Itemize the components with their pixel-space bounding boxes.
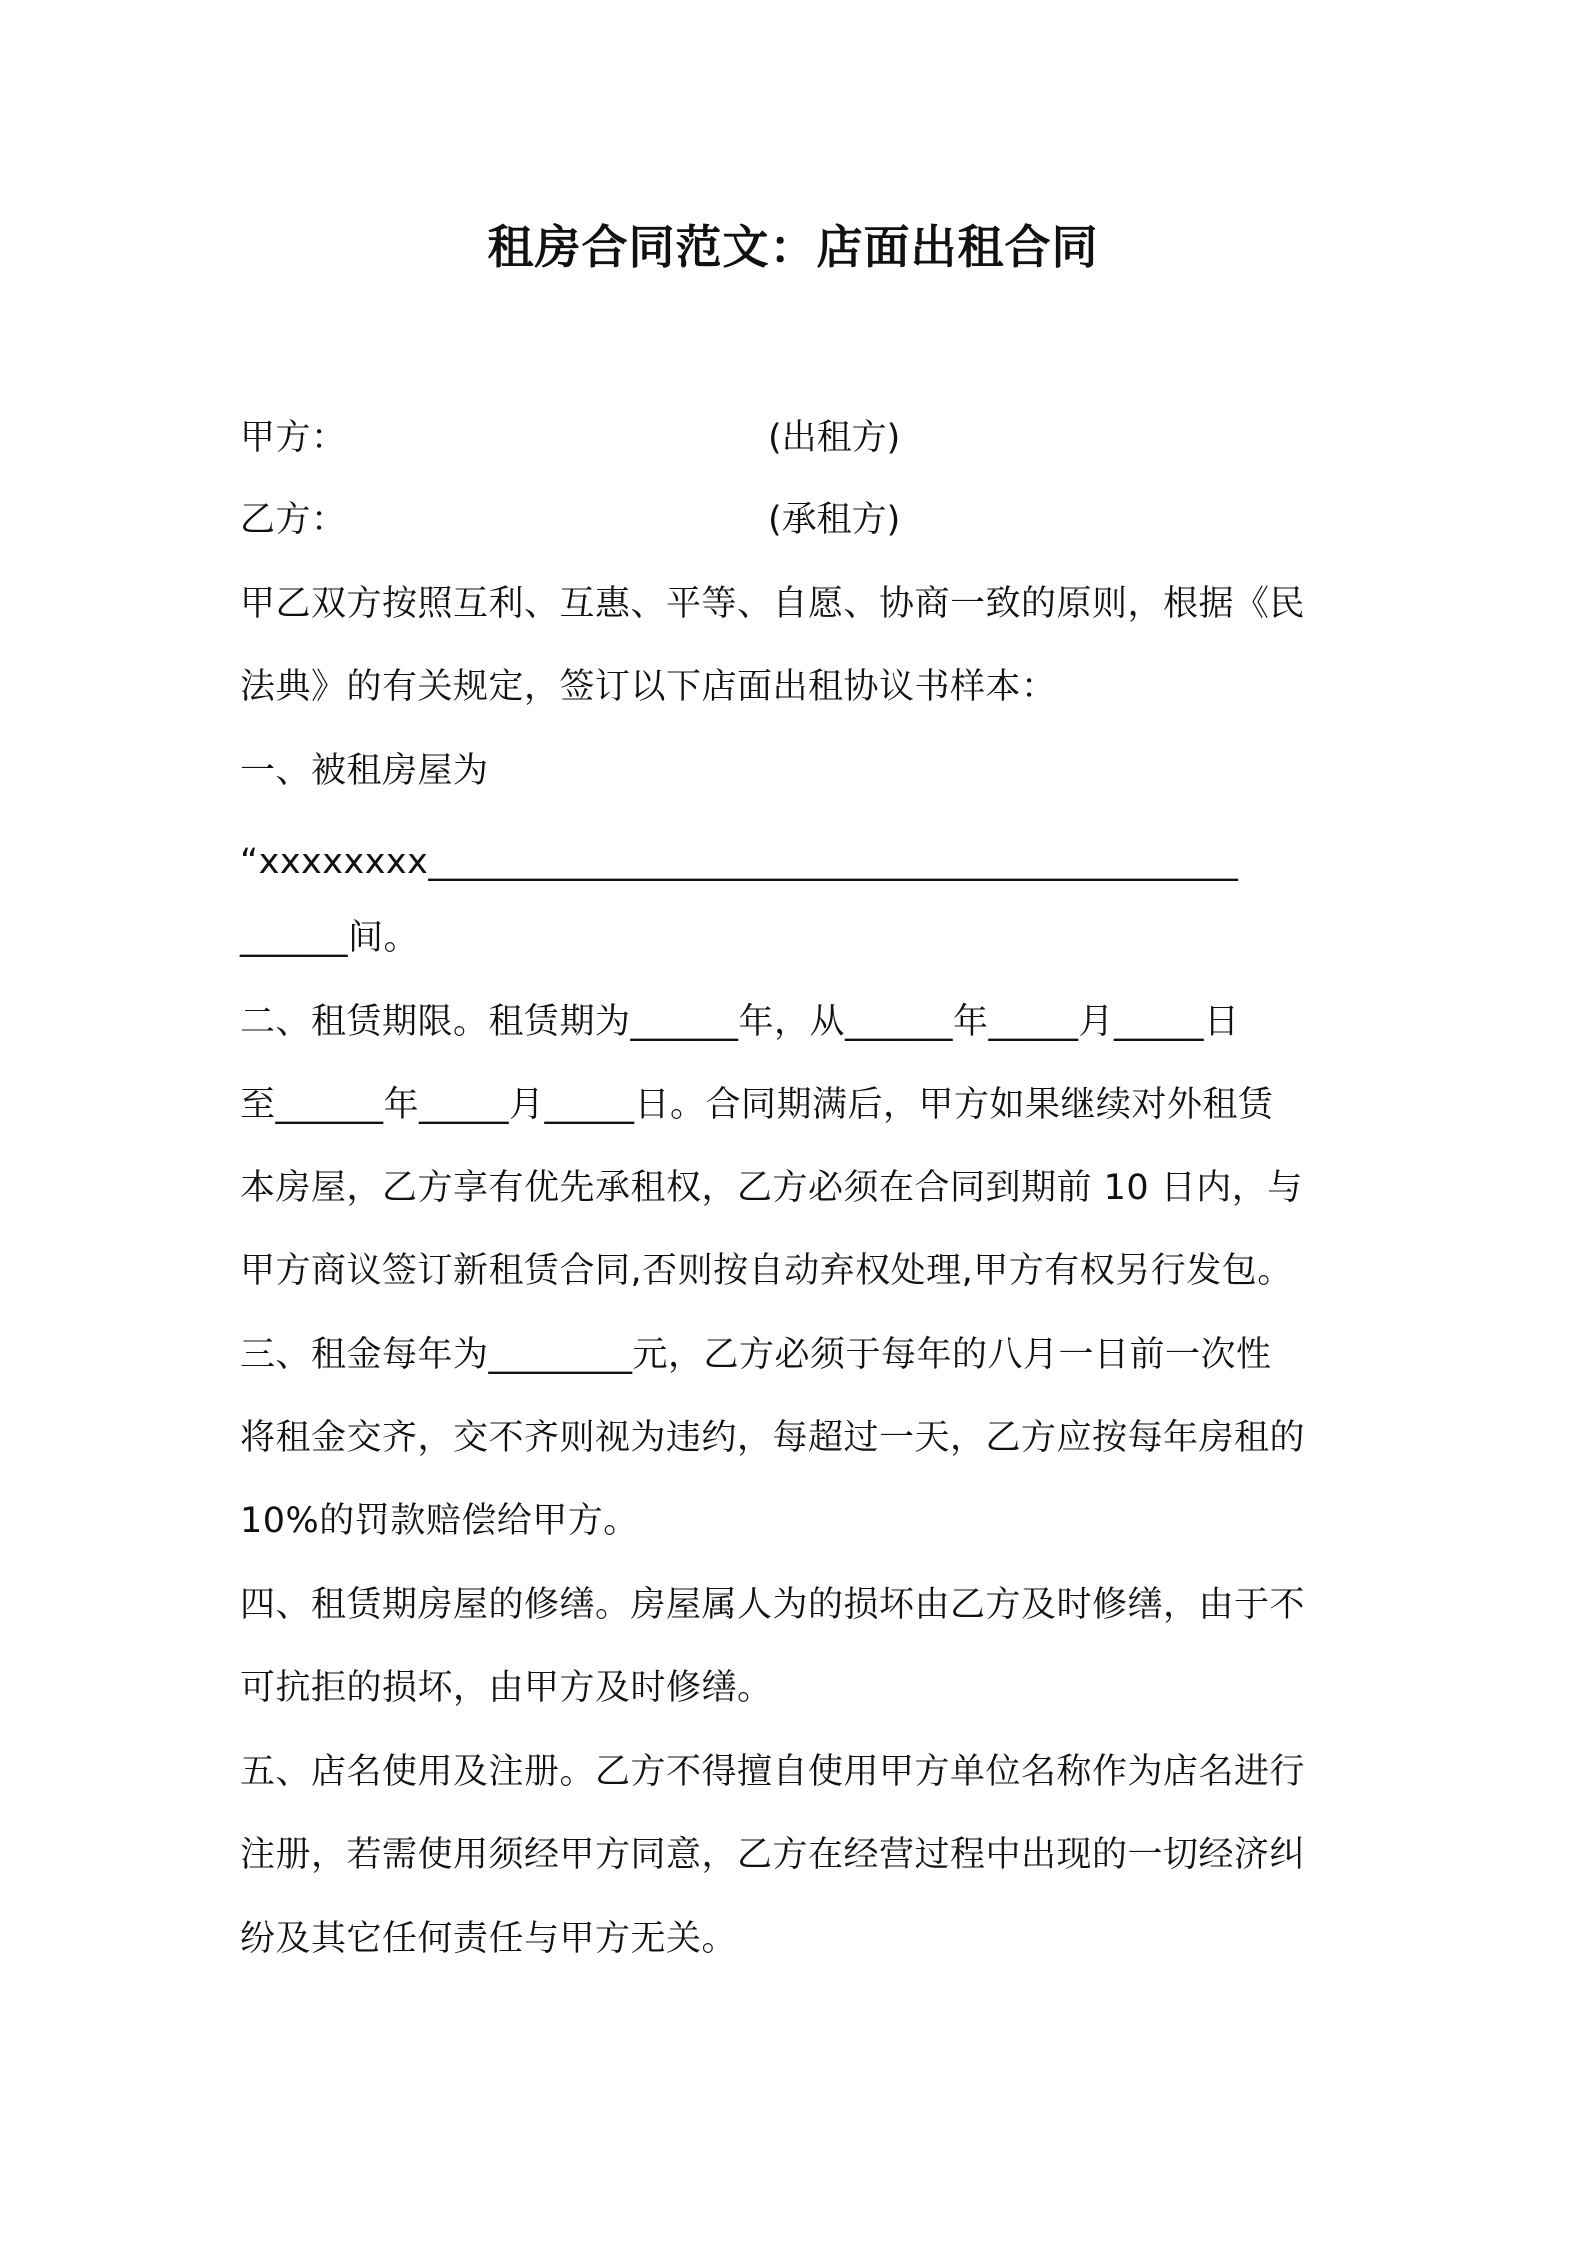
body-line: 10%的罚款赔偿给甲方。 — [240, 1501, 639, 1541]
party-b-label: 乙方： — [240, 500, 347, 540]
section-heading: 一、被租房屋为 — [240, 751, 489, 791]
body-line: 五、店名使用及注册。乙方不得擅自使用甲方单位名称作为店名进行 — [240, 1752, 1306, 1792]
body-line: 四、租赁期房屋的修缮。房屋属人为的损坏由乙方及时修缮，由于不 — [240, 1585, 1306, 1625]
document-title: 租房合同范文：店面出租合同 — [487, 220, 1099, 274]
body-line: ______间。 — [240, 918, 420, 958]
body-line: 本房屋，乙方享有优先承租权，乙方必须在合同到期前 10 日内，与 — [240, 1168, 1303, 1208]
body-line: 至______年_____月_____日。合同期满后，甲方如果继续对外租赁 — [240, 1085, 1274, 1125]
body-line: 注册，若需使用须经甲方同意，乙方在经营过程中出现的一切经济纠 — [240, 1835, 1306, 1875]
party-b-role: (承租方) — [768, 500, 901, 540]
body-line: 甲方商议签订新租赁合同,否则按自动弃权处理,甲方有权另行发包。 — [240, 1251, 1293, 1291]
body-line: 甲乙双方按照互利、互惠、平等、自愿、协商一致的原则，根据《民 — [240, 584, 1306, 624]
party-a-role: (出租方) — [768, 418, 901, 458]
body-line: “xxxxxxxx_____________________________________________ — [240, 842, 1239, 882]
body-line: 法典》的有关规定，签订以下店面出租协议书样本： — [240, 667, 1057, 707]
body-line: 可抗拒的损坏，由甲方及时修缮。 — [240, 1668, 773, 1708]
body-line: 纷及其它任何责任与甲方无关。 — [240, 1919, 738, 1959]
party-a-label: 甲方： — [240, 418, 347, 458]
body-line: 将租金交齐，交不齐则视为违约，每超过一天，乙方应按每年房租的 — [240, 1418, 1306, 1458]
body-line: 二、租赁期限。租赁期为______年，从______年_____月_____日 — [240, 1002, 1240, 1042]
body-line: 三、租金每年为________元，乙方必须于每年的八月一日前一次性 — [240, 1335, 1272, 1375]
